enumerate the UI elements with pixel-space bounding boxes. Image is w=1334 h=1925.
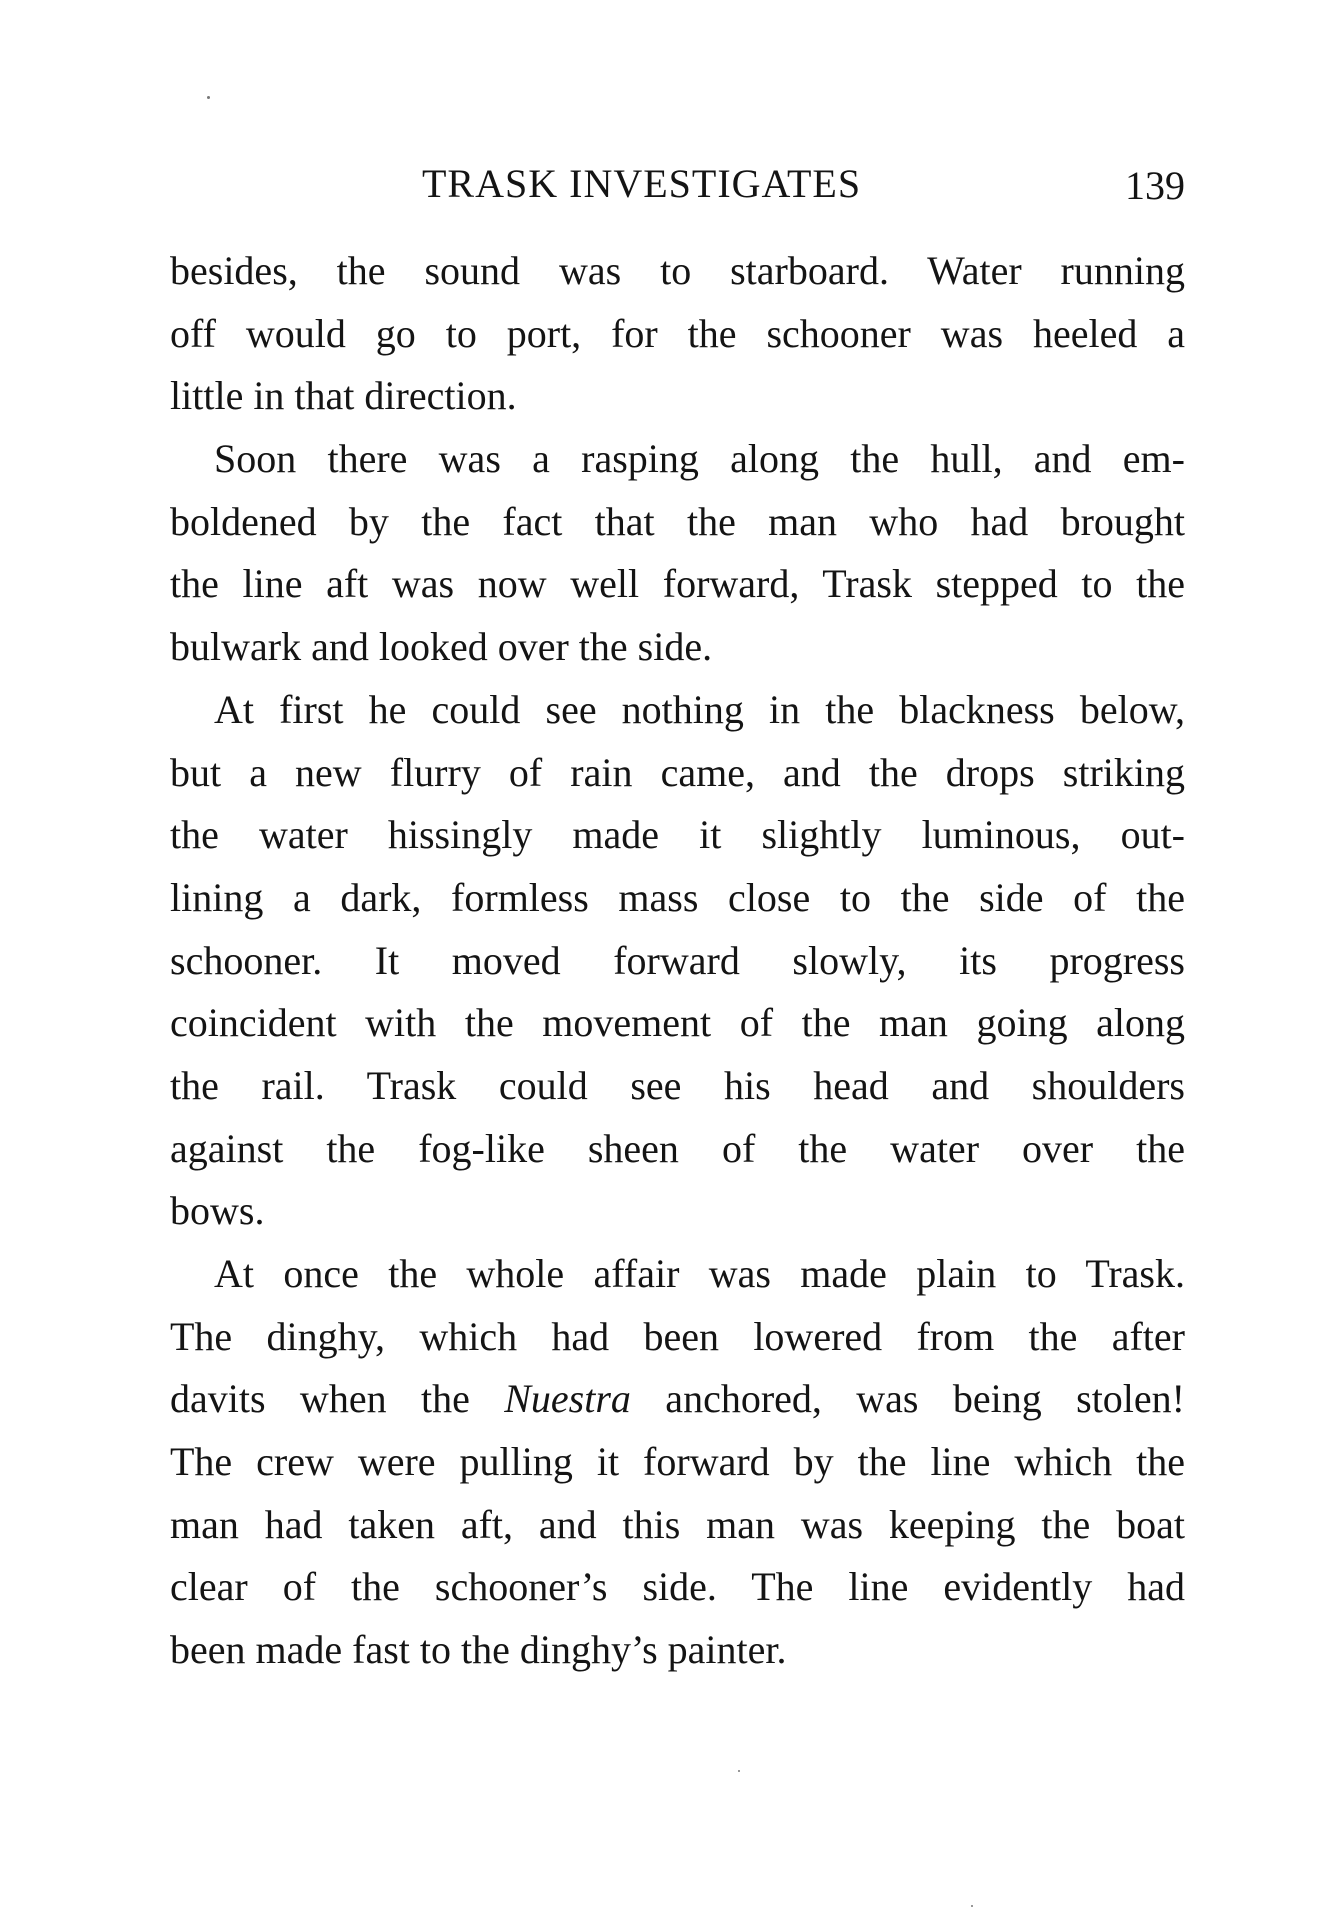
text-fragment: anchored, was being stolen! <box>630 1376 1185 1422</box>
text-line: besides, the sound was to starboard. Water running <box>170 248 1185 293</box>
text-line: boldened by the fact that the man who had brought <box>170 498 1185 544</box>
running-title: TRASK INVESTIGATES <box>422 161 862 206</box>
text-line: against the fog-like sheen of the water over the <box>170 1125 1185 1171</box>
page-number: 139 <box>1125 163 1185 208</box>
text-line: Soon there was a rasping along the hull, and em- <box>214 436 1185 482</box>
running-head <box>170 160 1185 220</box>
text-line: bows. <box>170 1188 265 1234</box>
text-line <box>170 1368 1185 1431</box>
scan-speck <box>971 1905 973 1907</box>
body-text <box>170 240 1185 1682</box>
text-line: schooner. It moved forward slowly, its progress <box>170 937 1185 983</box>
text-fragment: davits when the <box>170 1376 505 1422</box>
text-line: coincident with the movement of the man going along <box>170 1000 1185 1046</box>
text-line: lining a dark, formless mass close to the side of the <box>170 874 1185 920</box>
text-line: off would go to port, for the schooner was heeled a <box>170 310 1185 356</box>
text-line: the water hissingly made it slightly luminous, out- <box>170 812 1185 858</box>
text-line: bulwark and looked over the side. <box>170 624 713 670</box>
text-line: the line aft was now well forward, Trask stepped to the <box>170 561 1185 607</box>
text-line: the rail. Trask could see his head and shoulders <box>170 1062 1185 1108</box>
text-line: clear of the schooner’s side. The line evidently had <box>170 1564 1185 1610</box>
text-line: little in that direction. <box>170 373 517 419</box>
text-line: but a new flurry of rain came, and the drops striking <box>170 749 1185 795</box>
text-line: At first he could see nothing in the blackness below, <box>214 686 1185 732</box>
scan-speck <box>207 96 210 99</box>
text-line: The dinghy, which had been lowered from the after <box>170 1313 1185 1359</box>
text-line: At once the whole affair was made plain to Trask. <box>214 1251 1185 1296</box>
text-line: The crew were pulling it forward by the line which the <box>170 1439 1185 1485</box>
text-line: been made fast to the dinghy’s painter. <box>170 1627 787 1673</box>
text-line: man had taken aft, and this man was keeping the boat <box>170 1501 1185 1547</box>
scan-speck <box>738 1770 740 1772</box>
ship-name: Nuestra <box>504 1376 631 1422</box>
